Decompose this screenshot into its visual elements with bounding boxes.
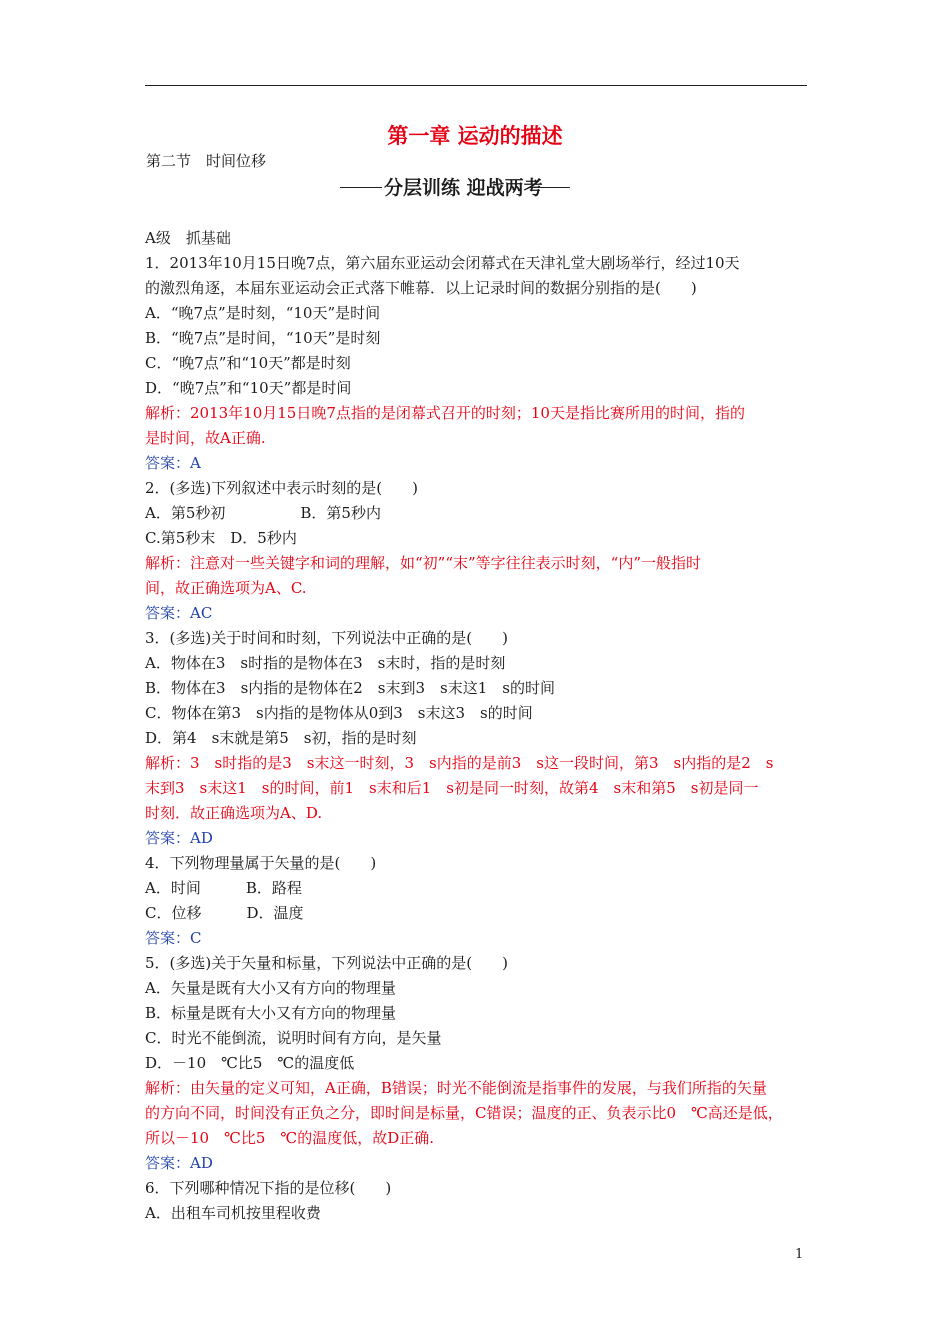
question-option: C．物体在第3 s内指的是物体从0到3 s末这3 s的时间 — [145, 704, 533, 722]
exercise-content — [145, 226, 809, 1226]
question-stem: 5．(多选)关于矢量和标量，下列说法中正确的是( ) — [145, 954, 508, 972]
answer-text: 答案：A — [145, 454, 201, 472]
question-option: C．“晚7点”和“10天”都是时刻 — [145, 354, 351, 372]
question-stem: 6．下列哪种情况下指的是位移( ) — [145, 1179, 392, 1197]
question-option: A．第5秒初 B．第5秒内 — [145, 504, 381, 522]
question-option: D．－10 ℃比5 ℃的温度低 — [145, 1054, 355, 1072]
analysis-text: 是时间，故A正确. — [145, 429, 266, 447]
question-option: A．出租车司机按里程收费 — [145, 1204, 321, 1222]
analysis-text: 末到3 s末这1 s的时间，前1 s末和后1 s初是同一时刻，故第4 s末和第5 s初是同一 — [145, 779, 759, 797]
question-option: C.第5秒末 D．5秒内 — [145, 529, 297, 547]
question-option: B．物体在3 s内指的是物体在2 s末到3 s末这1 s的时间 — [145, 679, 555, 697]
analysis-text: 间，故正确选项为A、C. — [145, 579, 307, 597]
question-option: A．“晚7点”是时刻，“10天”是时间 — [145, 304, 381, 322]
question-option: C．时光不能倒流，说明时间有方向，是矢量 — [145, 1029, 442, 1047]
question-option: B．“晚7点”是时间，“10天”是时刻 — [145, 329, 381, 347]
question-option: C．位移 D．温度 — [145, 904, 304, 922]
question-stem: 1．2013年10月15日晚7点，第六届东亚运动会闭幕式在天津礼堂大剧场举行，经过10天 — [145, 254, 740, 272]
analysis-text: 解析：注意对一些关键字和词的理解，如“初”“末”等字往往表示时刻，“内”一般指时 — [145, 554, 702, 572]
analysis-text: 解析：由矢量的定义可知，A正确，B错误；时光不能倒流是指事件的发展，与我们所指的矢量 — [145, 1079, 767, 1097]
question-option: D．第4 s末就是第5 s初，指的是时刻 — [145, 729, 417, 747]
question-option: A．矢量是既有大小又有方向的物理量 — [145, 979, 396, 997]
question-stem: 2．(多选)下列叙述中表示时刻的是( ) — [145, 479, 418, 497]
question-stem: 4．下列物理量属于矢量的是( ) — [145, 854, 377, 872]
analysis-text: 解析：2013年10月15日晚7点指的是闭幕式召开的时刻；10天是指比赛所用的时间，指的 — [145, 404, 745, 422]
section-title: 第二节 时间位移 — [146, 152, 267, 170]
banner-text: 分层训练 迎战两考 — [384, 177, 543, 199]
analysis-text: 解析：3 s时指的是3 s末这一时刻，3 s内指的是前3 s这一段时间，第3 s内指的是2 s — [145, 754, 774, 772]
banner-rule-right — [528, 187, 570, 188]
answer-text: 答案：C — [145, 929, 202, 947]
question-option: A．时间 B．路程 — [145, 879, 302, 897]
question-option: A．物体在3 s时指的是物体在3 s末时，指的是时刻 — [145, 654, 506, 672]
analysis-text: 所以－10 ℃比5 ℃的温度低，故D正确. — [145, 1129, 434, 1147]
question-option: D．“晚7点”和“10天”都是时间 — [145, 379, 352, 397]
banner-rule-left — [340, 187, 382, 188]
section-banner — [340, 174, 570, 202]
answer-text: 答案：AD — [145, 829, 213, 847]
answer-text: 答案：AD — [145, 1154, 213, 1172]
level-heading: A级 抓基础 — [145, 229, 231, 247]
page-number: 1 — [795, 1247, 804, 1262]
question-stem: 的激烈角逐，本届东亚运动会正式落下帷幕．以上记录时间的数据分别指的是( ) — [145, 279, 697, 297]
answer-text: 答案：AC — [145, 604, 213, 622]
chapter-title: 第一章 运动的描述 — [387, 124, 563, 148]
question-stem: 3．(多选)关于时间和时刻，下列说法中正确的是( ) — [145, 629, 508, 647]
header-rule — [145, 85, 807, 86]
analysis-text: 时刻．故正确选项为A、D. — [145, 804, 323, 822]
analysis-text: 的方向不同，时间没有正负之分，即时间是标量，C错误；温度的正、负表示比0 ℃高还是低， — [145, 1104, 783, 1122]
question-option: B．标量是既有大小又有方向的物理量 — [145, 1004, 397, 1022]
